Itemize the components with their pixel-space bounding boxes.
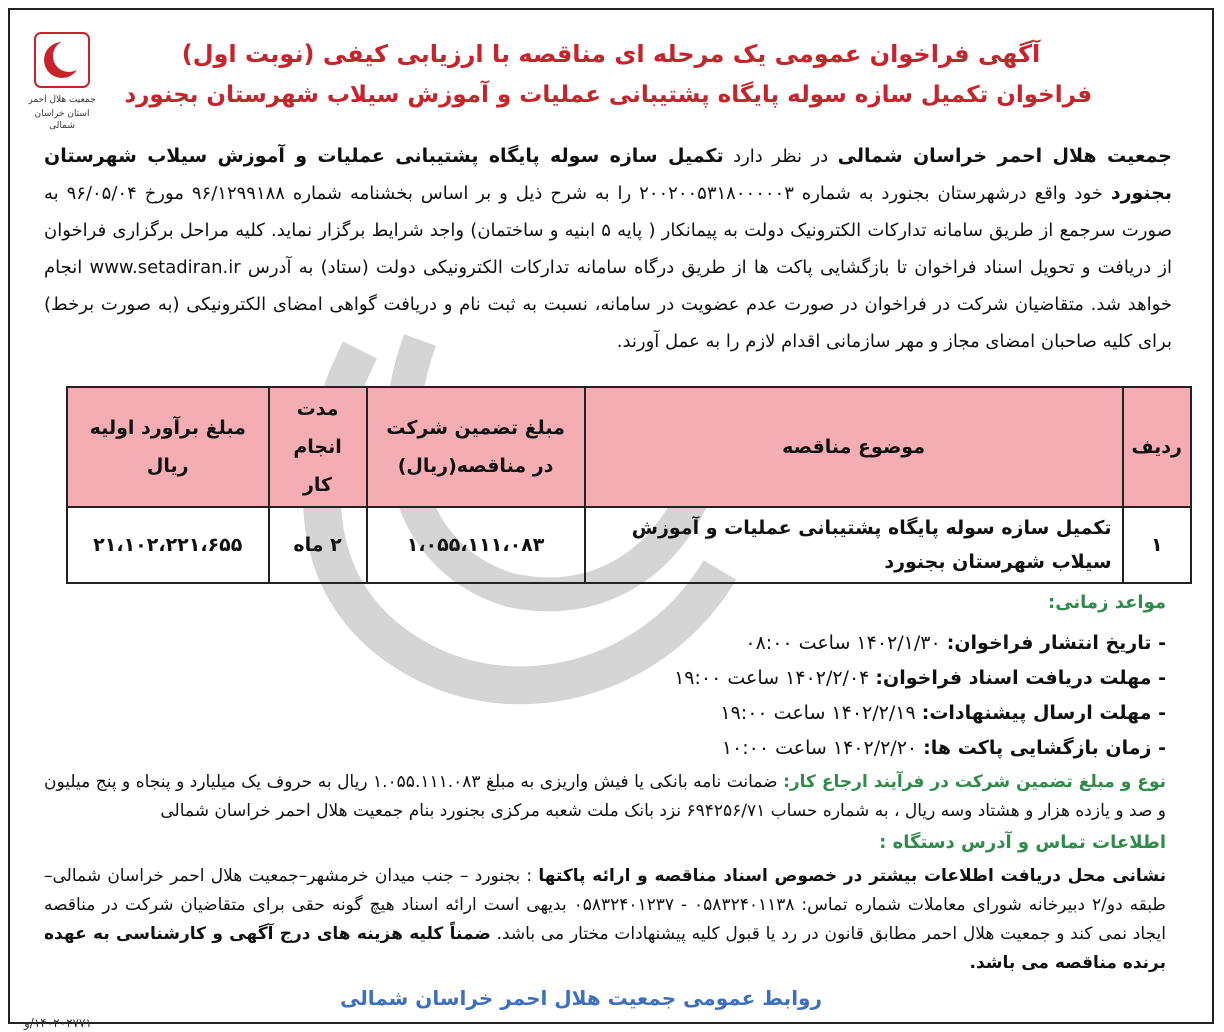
intro-intends: در نظر دارد (723, 146, 838, 167)
contact-note: ضمناً کلیه هزینه های درج آگهی و کارشناسی به عهده برنده مناقصه می باشد. (44, 924, 1166, 973)
contact-text: : بجنورد – جنب میدان خرمشهر–جمعیت هلال احمر خراسان شمالی– طبقه دو/۲ دبیرخانه شورای معاملات شماره تماس: ۰۵۸۳۲۴۰۱۱۳۸ - ۰۵۸۳۲۴۰۱۲۳۷ بدیهی است ارائه اسناد هیچ گونه حقی برای متقاضیان شرکت در مناقصه ایجاد نمی کند و جمعیت هلال احمر مطابق قانون در رد یا قبول کلیه پیشنهادات مختار می باشد. (44, 866, 1166, 944)
col-row-header: ردیف (1123, 387, 1191, 507)
deadline-value: ۱۴۰۲/۲/۲۰ ساعت ۱۰:۰۰ (721, 737, 924, 759)
logo-caption-org: جمعیت هلال احمر (28, 95, 96, 105)
intro-body: خود واقع درشهرستان بجنورد به شماره ۲۰۰۲۰۰۵۳۱۸۰۰۰۰۰۳ را به شرح ذیل و بر اساس بخشنامه شماره ۹۶/۱۲۹۹۱۸۸ مورخ ۹۶/۰۵/۰۴ به صورت سرجمع از طریق سامانه تدارکات الکترونیک دولت به پیمانکار ( پایه ۵ ابنیه و ساختمان) واجد شرایط برگزار نماید. کلیه مراحل برگزاری فراخوان از دریافت و تحویل اسناد فراخوان تا بازگشایی پاکت ها از طریق درگاه سامانه تدارکات الکترونیکی دولت (ستاد) به آدرس www.setadiran.ir انجام خواهد شد. متقاضیان شرکت در فراخوان در صورت عدم عضویت در سامانه، نسبت به ثبت نام و دریافت گواهی امضای الکترونیکی (به صورت برخط) برای کلیه صاحبان امضای مجاز و مهر سازمانی اقدام لازم را به عمل آورند. (44, 183, 1173, 352)
col-subject-header: موضوع مناقصه (585, 387, 1123, 507)
guarantee-text: ضمانت نامه بانکی یا فیش واریزی به مبلغ ۱.۰۵۵.۱۱۱.۰۸۳ ریال به حروف یک میلیارد و پنجاه و پنج میلیون و صد و یازده هزار و هشتاد وسه ریال ، به شماره حساب ۶۹۴۲۵۶/۷۱ نزد بانک ملت شعبه مرکزی بجنورد بنام جمعیت هلال احمر خراسان شمالی (44, 772, 1166, 821)
intro-project: تکمیل سازه سوله پایگاه پشتیبانی عملیات و آموزش سیلاب شهرستان بجنورد (44, 145, 1172, 204)
col-guarantee-header: مبلغ تضمین شرکت در مناقصه(ریال) (367, 387, 585, 507)
cell-row: ۱ (1123, 507, 1191, 583)
col-estimate-header: مبلغ برآورد اولیه ریال (67, 387, 269, 507)
intro-paragraph (44, 138, 1172, 360)
list-item (674, 696, 1166, 731)
intro-org: جمعیت هلال احمر خراسان شمالی (837, 145, 1172, 167)
contact-heading: اطلاعات تماس و آدرس دستگاه : (879, 832, 1166, 853)
deadlines-list (674, 626, 1166, 766)
list-item (674, 661, 1166, 696)
cell-duration: ۲ ماه (269, 507, 367, 583)
contact-label: نشانی محل دریافت اطلاعات بیشتر در خصوص اسناد مناقصه و ارائه پاکتها (538, 866, 1166, 886)
list-item (674, 731, 1166, 766)
logo-caption-province: استان خراسان شمالی (34, 109, 90, 131)
deadline-label: - مهلت دریافت اسناد فراخوان: (875, 667, 1166, 689)
col-duration-header: مدت انجام کار (269, 387, 367, 507)
deadline-value: ۱۴۰۲/۱/۳۰ ساعت ۰۸:۰۰ (745, 632, 947, 654)
notice-code: ۱۴۰۲۰۲۷۷۱/و (24, 1016, 92, 1030)
notice-frame (8, 8, 1214, 1030)
tender-table (66, 386, 1192, 584)
deadline-label: - تاریخ انتشار فراخوان: (946, 632, 1166, 654)
cell-guarantee: ۱،۰۵۵،۱۱۱،۰۸۳ (367, 507, 585, 583)
table-header-row (67, 387, 1191, 507)
public-relations-signature: روابط عمومی جمعیت هلال احمر خراسان شمالی (340, 986, 822, 1010)
red-crescent-logo (28, 32, 96, 138)
deadline-label: - مهلت ارسال پیشنهادات: (921, 702, 1166, 724)
list-item (674, 626, 1166, 661)
notice-subtitle: فراخوان تکمیل سازه سوله پایگاه پشتیبانی عملیات و آموزش سیلاب شهرستان بجنورد (124, 82, 1092, 108)
deadline-value: ۱۴۰۲/۲/۰۴ ساعت ۱۹:۰۰ (674, 667, 876, 689)
contact-block (44, 862, 1166, 978)
deadlines-heading: مواعد زمانی: (1048, 592, 1166, 613)
notice-title: آگهی فراخوان عمومی یک مرحله ای مناقصه با ارزیابی کیفی (نوبت اول) (181, 40, 1041, 68)
cell-estimate: ۲۱،۱۰۲،۲۲۱،۶۵۵ (67, 507, 269, 583)
guarantee-block (44, 768, 1166, 826)
deadline-label: - زمان بازگشایی پاکت ها: (923, 737, 1166, 759)
red-crescent-icon (34, 32, 90, 88)
table-row (67, 507, 1191, 583)
cell-subject: تکمیل سازه سوله پایگاه پشتیبانی عملیات و آموزش سیلاب شهرستان بجنورد (585, 507, 1123, 583)
guarantee-heading: نوع و مبلغ تضمین شرکت در فرآیند ارجاع کار: (783, 772, 1166, 792)
deadline-value: ۱۴۰۲/۲/۱۹ ساعت ۱۹:۰۰ (720, 702, 922, 724)
